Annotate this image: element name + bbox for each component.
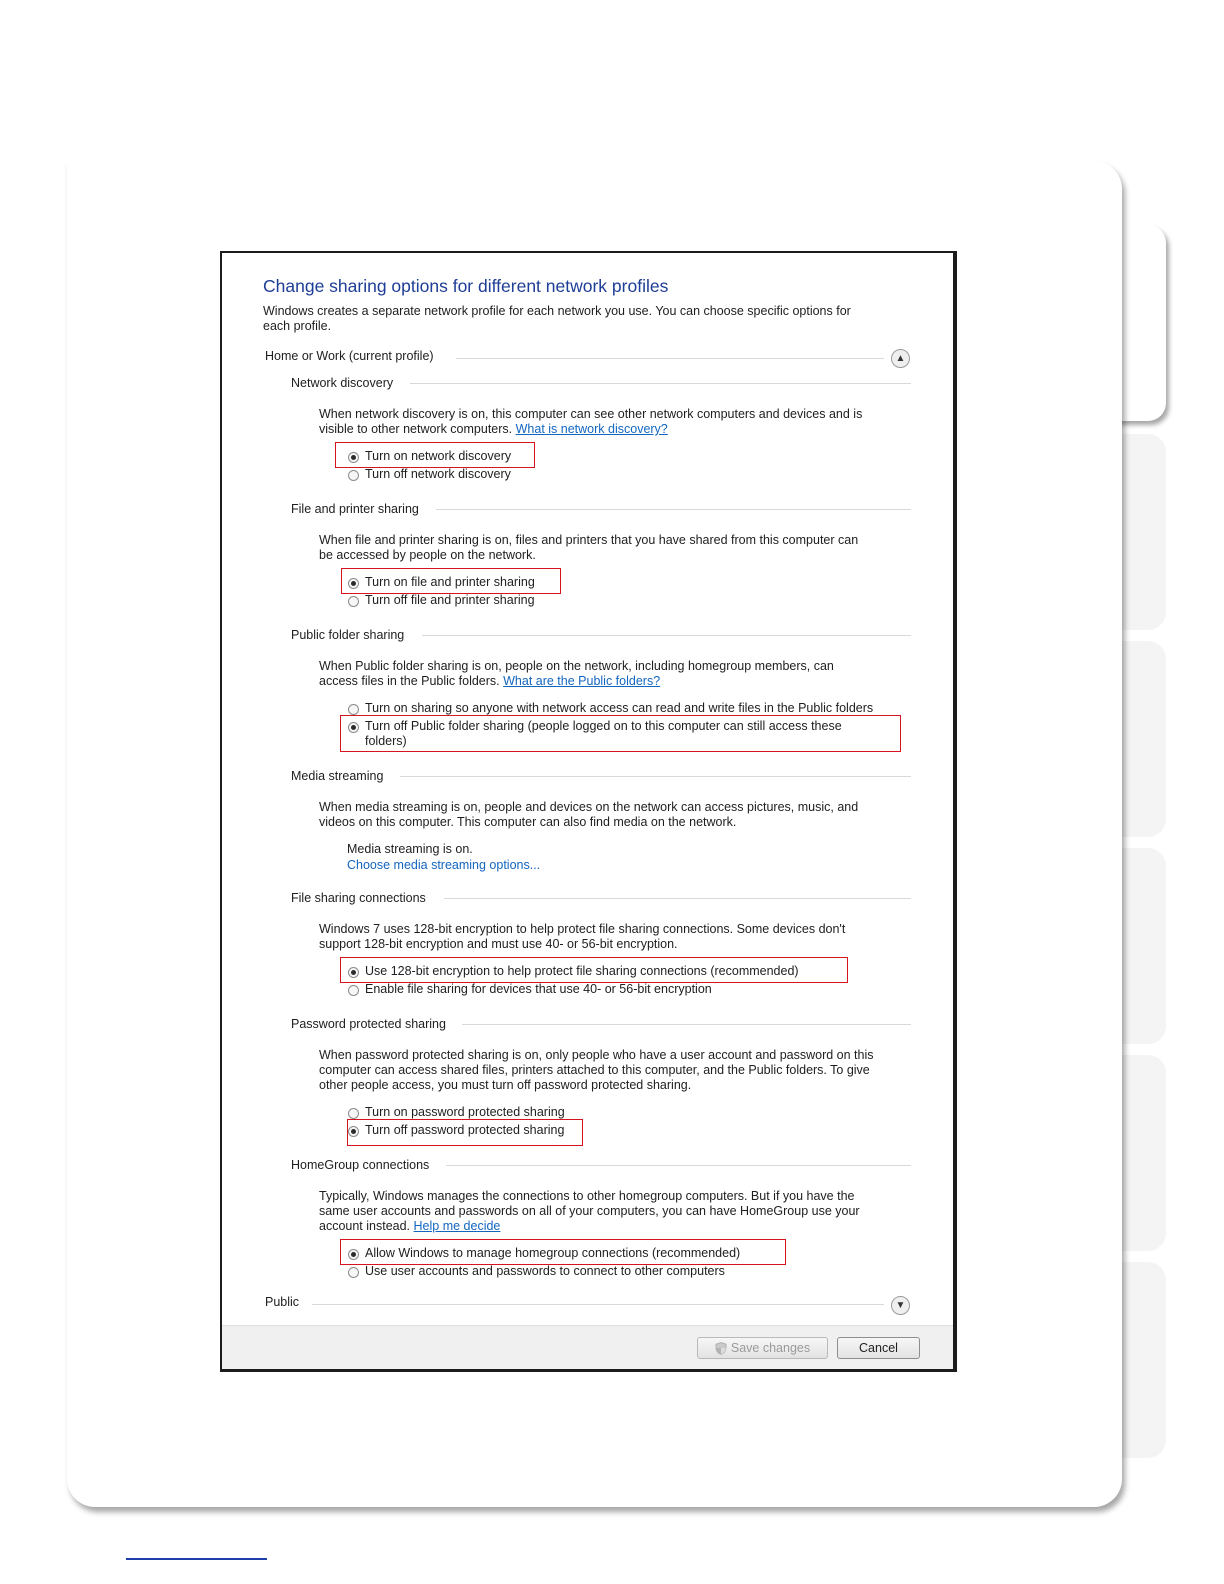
password-sharing-heading: Password protected sharing (291, 1017, 446, 1031)
media-desc-2: videos on this computer. This computer can also find media on the network. (319, 815, 737, 829)
file-printer-desc-2: be accessed by people on the network. (319, 548, 536, 562)
divider (410, 383, 911, 384)
homegroup-desc-3: account instead. (319, 1219, 411, 1233)
radio-password-off[interactable] (348, 1126, 359, 1137)
homegroup-desc-1: Typically, Windows manages the connections to other homegroup computers. But if you have the (319, 1189, 855, 1203)
save-changes-label: Save changes (730, 1341, 811, 1355)
encryption-128-label[interactable]: Use 128-bit encryption to help protect file sharing connections (recommended) (365, 964, 799, 978)
radio-file-printer-on[interactable] (348, 578, 359, 589)
divider (462, 1024, 911, 1025)
media-streaming-heading: Media streaming (291, 769, 384, 783)
radio-encryption-40-56[interactable] (348, 985, 359, 996)
network-discovery-off-label[interactable]: Turn off network discovery (365, 467, 511, 481)
homegroup-allow-label[interactable]: Allow Windows to manage homegroup connections (recommended) (365, 1246, 741, 1260)
homegroup-heading: HomeGroup connections (291, 1158, 430, 1172)
media-desc-1: When media streaming is on, people and devices on the network can access pictures, music, and (319, 800, 859, 814)
public-folder-desc-2: access files in the Public folders. (319, 674, 500, 688)
radio-file-printer-off[interactable] (348, 596, 359, 607)
cancel-label: Cancel (859, 1341, 898, 1355)
radio-homegroup-user-accounts[interactable] (348, 1267, 359, 1278)
password-off-label[interactable]: Turn off password protected sharing (365, 1123, 565, 1137)
file-sharing-connections-heading: File sharing connections (291, 891, 426, 905)
expand-public-profile-button[interactable] (891, 1296, 910, 1315)
page-title: Change sharing options for different network profiles (263, 276, 669, 296)
radio-homegroup-allow[interactable] (348, 1249, 359, 1260)
network-discovery-on-label[interactable]: Turn on network discovery (365, 449, 512, 463)
button-bar (222, 1325, 953, 1369)
file-printer-off-label[interactable]: Turn off file and printer sharing (365, 593, 535, 607)
divider (422, 635, 911, 636)
radio-encryption-128[interactable] (348, 967, 359, 978)
uac-shield-icon (715, 1342, 727, 1355)
chevron-up-icon: ▲ (895, 353, 906, 364)
password-desc-1: When password protected sharing is on, only people who have a user account and password on this (319, 1048, 874, 1062)
file-printer-on-label[interactable]: Turn on file and printer sharing (365, 575, 535, 589)
what-is-network-discovery-link[interactable]: What is network discovery? (515, 422, 668, 436)
media-status-text: Media streaming is on. (347, 842, 473, 856)
network-discovery-heading: Network discovery (291, 376, 394, 390)
public-folder-desc-1: When Public folder sharing is on, people on the network, including homegroup members, can (319, 659, 834, 673)
password-on-label[interactable]: Turn on password protected sharing (365, 1105, 565, 1119)
file-conn-desc-1: Windows 7 uses 128-bit encryption to help protect file sharing connections. Some devices don't (319, 922, 846, 936)
divider (446, 1165, 911, 1166)
public-folder-off-label-1[interactable]: Turn off Public folder sharing (people logged on to this computer can still access these (365, 719, 842, 733)
homegroup-user-accounts-label[interactable]: Use user accounts and passwords to connect to other computers (365, 1264, 725, 1278)
radio-network-discovery-on[interactable] (348, 452, 359, 463)
radio-public-folder-off[interactable] (348, 722, 359, 733)
intro-text-line-1: Windows creates a separate network profile for each network you use. You can choose specific options for (263, 304, 851, 318)
collapse-home-profile-button[interactable] (891, 349, 910, 368)
help-me-decide-link[interactable]: Help me decide (413, 1219, 501, 1233)
public-folder-on-label[interactable]: Turn on sharing so anyone with network access can read and write files in the Public folders (365, 701, 874, 715)
encryption-40-56-label[interactable]: Enable file sharing for devices that use 40- or 56-bit encryption (365, 982, 712, 996)
intro-text-line-2: each profile. (263, 319, 332, 333)
password-desc-2: computer can access shared files, printers attached to this computer, and the Public folders. To give (319, 1063, 870, 1077)
profile-public-heading: Public (265, 1295, 300, 1309)
network-discovery-desc-2: visible to other network computers. (319, 422, 513, 436)
footer-rule (126, 1558, 267, 1560)
divider (436, 509, 911, 510)
chevron-down-icon: ▼ (895, 1300, 906, 1311)
network-discovery-desc-1: When network discovery is on, this computer can see other network computers and devices and is (319, 407, 863, 421)
what-are-public-folders-link[interactable]: What are the Public folders? (503, 674, 661, 688)
sharing-options-window (220, 251, 957, 1372)
cancel-button[interactable] (837, 1337, 920, 1359)
divider (312, 1304, 884, 1305)
public-folder-heading: Public folder sharing (291, 628, 405, 642)
divider (456, 358, 884, 359)
radio-public-folder-on[interactable] (348, 704, 359, 715)
homegroup-desc-2: same user accounts and passwords on all of your computers, you can have HomeGroup use your (319, 1204, 860, 1218)
file-printer-sharing-heading: File and printer sharing (291, 502, 419, 516)
file-conn-desc-2: support 128-bit encryption and must use 40- or 56-bit encryption. (319, 937, 678, 951)
save-changes-button[interactable] (697, 1337, 828, 1359)
choose-media-streaming-options-link[interactable]: Choose media streaming options... (347, 858, 541, 872)
radio-password-on[interactable] (348, 1108, 359, 1119)
divider (444, 898, 911, 899)
public-folder-off-label-2[interactable]: folders) (365, 734, 407, 748)
radio-network-discovery-off[interactable] (348, 470, 359, 481)
profile-home-heading: Home or Work (current profile) (265, 349, 434, 363)
divider (400, 776, 911, 777)
file-printer-desc-1: When file and printer sharing is on, files and printers that you have shared from this computer can (319, 533, 859, 547)
password-desc-3: other people access, you must turn off password protected sharing. (319, 1078, 692, 1092)
